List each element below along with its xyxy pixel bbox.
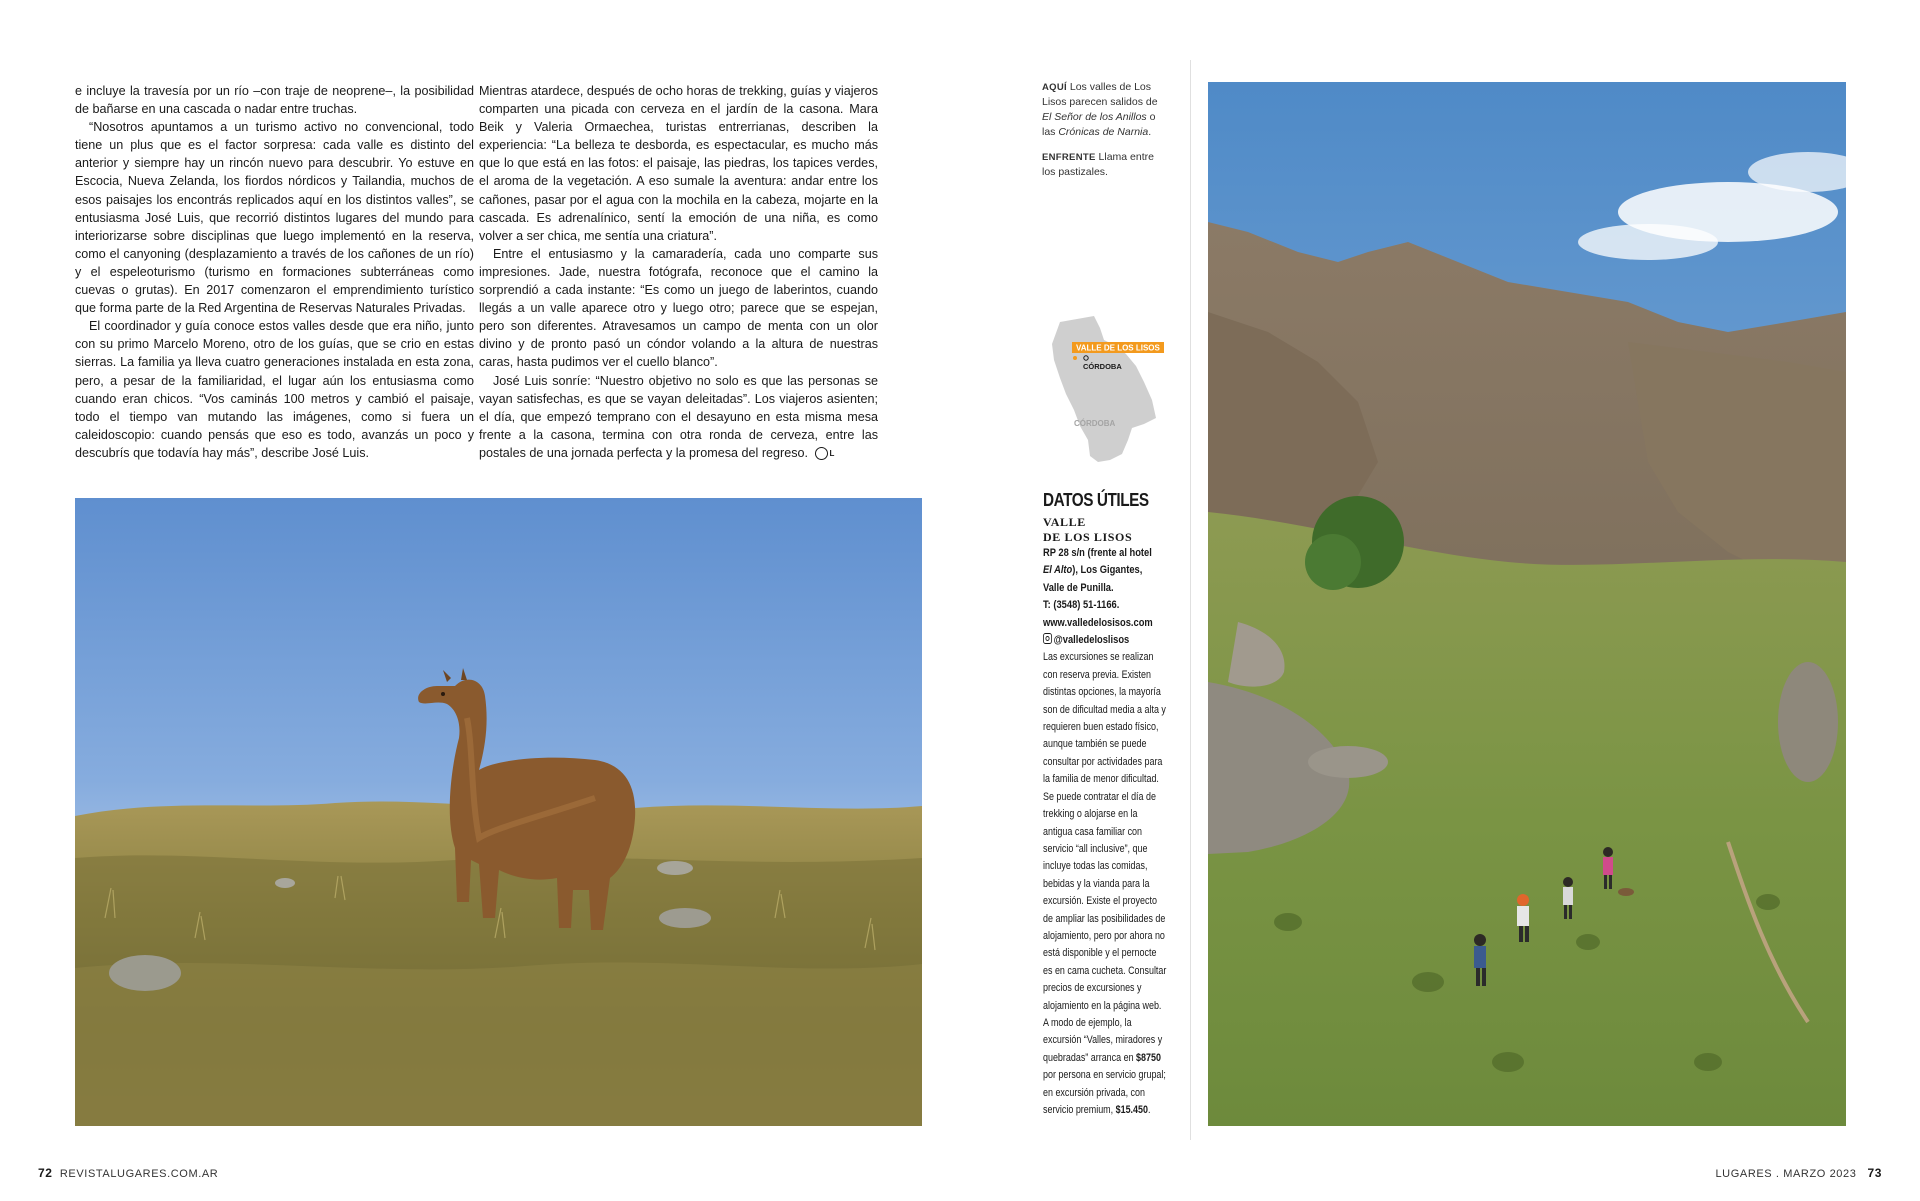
paragraph: El coordinador y guía conoce estos valles desde que era niño, junto con su primo Marcelo Moreno, otro de los guías, que se crio en estas sierras. La familia ya lleva cuatro generaciones instalada en esta zona, pero, a pesar de la familiaridad, el lugar aún los entusiasma como cuando eran chicos. “Vos caminás 100 metros y cambió el paisaje, todo el tiempo van mutando las imágenes, como si fuera un caleidoscopio: cuando pensás que eso es todo, avanzás un poco y descubrís que todavía hay más”, describe José Luis.: [75, 319, 474, 460]
valley-hikers-photo: [1208, 82, 1846, 1126]
venue-phone: T: (3548) 51-1166.: [1043, 599, 1120, 612]
venue-instagram-link[interactable]: @valledeloslisos: [1043, 632, 1166, 649]
datos-utiles-box: [1043, 490, 1170, 1119]
footer-right: [1715, 1166, 1882, 1180]
photo-captions: [1042, 80, 1160, 190]
caption-key: ENFRENTE: [1042, 152, 1096, 163]
paragraph: [479, 372, 878, 462]
valle-marker: [1073, 356, 1077, 360]
locator-map: [1040, 310, 1170, 470]
map-province-label: CÓRDOBA: [1074, 419, 1116, 428]
venue-address: RP 28 s/n (frente al hotel El Alto), Los Gigantes, Valle de Punilla. T: (3548) 51-1166. www.valledelosisos.com @valledeloslisos: [1043, 545, 1166, 649]
paragraph: e incluye la travesía por un río –con traje de neoprene–, la posibilidad de bañarse en una cascada o nadar entre truchas.: [75, 84, 474, 117]
llama-photo: [75, 498, 922, 1126]
article-column-1: [75, 82, 474, 462]
datos-utiles-title: DATOS ÚTILES: [1043, 490, 1149, 510]
price-group: $8750: [1136, 1051, 1161, 1064]
cordoba-province-shape: [1052, 316, 1156, 462]
footer-issue: LUGARES . MARZO 2023: [1715, 1168, 1857, 1180]
map-highlight-label: VALLE DE LOS LISOS: [1076, 343, 1160, 353]
paragraph-text: José Luis sonríe: “Nuestro objetivo no solo es que las personas se vayan satisfechas, es que se vayan deleitadas”. Los viajeros asienten; el día, que empezó temprano con el desayuno en esta misma mesa frente a la casona, termina con otra ronda de cerveza, entre las postales de una jornada perfecta y la promesa del regreso.: [479, 373, 878, 460]
caption-key: AQUÍ: [1042, 82, 1067, 93]
article-column-2: [479, 82, 878, 462]
datos-body-text: Las excursiones se realizan con reserva previa. Existen distintas opciones, la mayoría son de dificultad media a alta y requieren buen estado físico, aunque también se puede consultar por actividades para la familia de menor dificultad. Se puede contratar el día de trekking o alojarse en la antigua casa familiar con servicio “all inclusive”, que incluye todas las comidas, bebidas y la vianda para la excursión. Existe el proyecto de ampliar las posibilidades de alojamiento, pero por ahora no está disponible y el pernocte es en cama cucheta. Consultar precios de excursiones y alojamiento en la página web. A modo de ejemplo, la excursión “Valles, miradores y quebradas” arranca en $8750 por persona en servicio grupal; en excursión privada, con servicio premium, $15.450.: [1043, 651, 1167, 1116]
price-premium: $15.450: [1115, 1104, 1148, 1116]
end-of-article-icon: L: [815, 447, 828, 460]
map-city-label: CÓRDOBA: [1083, 362, 1122, 371]
page-number: 72: [38, 1166, 53, 1180]
paragraph: “Nosotros apuntamos a un turismo activo no convencional, todo tiene un plus que es el factor sorpresa: cada valle es distinto del anterior y siempre hay un rincón nuevo para descubrir. Yo estuve en Escocia, Nueva Zelanda, los fiordos nórdicos y Tailandia, muchos de esos paisajes los encontrás replicados aquí en los distintos valles”, se entusiasma José Luis, que recorrió distintos lugares del mundo para interiorizarse sobre disciplinas que luego implementó en la reserva, como el canyoning (desplazamiento a través de los cañones de un río) y el espeleoturismo (turismo en formaciones subterráneas como cuevas o grutas). En 2017 comenzaron el emprendimiento turístico que forma parte de la Red Argentina de Reservas Naturales Privadas.: [75, 120, 474, 316]
page-number: 73: [1867, 1166, 1882, 1180]
caption-enfrente: ENFRENTE Llama entre los pastizales.: [1042, 151, 1154, 178]
instagram-icon: [1043, 633, 1052, 644]
venue-name: VALLE DE LOS LISOS: [1043, 515, 1133, 544]
caption-aqui: AQUÍ Los valles de Los Lisos parecen salidos de El Señor de los Anillos o las Crónicas de Narnia.: [1042, 81, 1158, 138]
paragraph: Mientras atardece, después de ocho horas de trekking, guías y viajeros comparten una picada con cerveza en el jardín de la casona. Mara Beik y Valeria Ormaechea, turistas entrerrianas, describen la experiencia: “La belleza te desborda, es espectacular, es mucho más que lo que está en las fotos: el paisaje, las piedras, los tapices verdes, el aroma de la vegetación. A eso sumale la aventura: andar entre los cañones, pasar por el agua con la mochila en la cabeza, mojarte en la cascada. Es adrenalínico, sentí la emoción de una niña, es como volver a ser chica, me sentía una criatura”.: [479, 84, 878, 243]
footer-site: REVISTALUGARES.COM.AR: [59, 1168, 219, 1180]
venue-website-link[interactable]: www.valledelosisos.com: [1043, 616, 1153, 629]
paragraph: Entre el entusiasmo y la camaradería, cada uno comparte sus impresiones. Jade, nuestra fotógrafa, reconoce que el camino la sorprendió a cada instante: “Es como un juego de laberintos, cuando llegás a un valle aparece otro y luego otro; parece que se espejan, pero son diferentes. Atravesamos un campo de menta con un olor divino y de pronto pasó un cóndor volando a la altura de nuestras caras, hasta pudimos ver el cuello blanco”.: [479, 246, 878, 370]
spread-gutter: [1190, 60, 1191, 1140]
footer-left: [38, 1166, 218, 1180]
